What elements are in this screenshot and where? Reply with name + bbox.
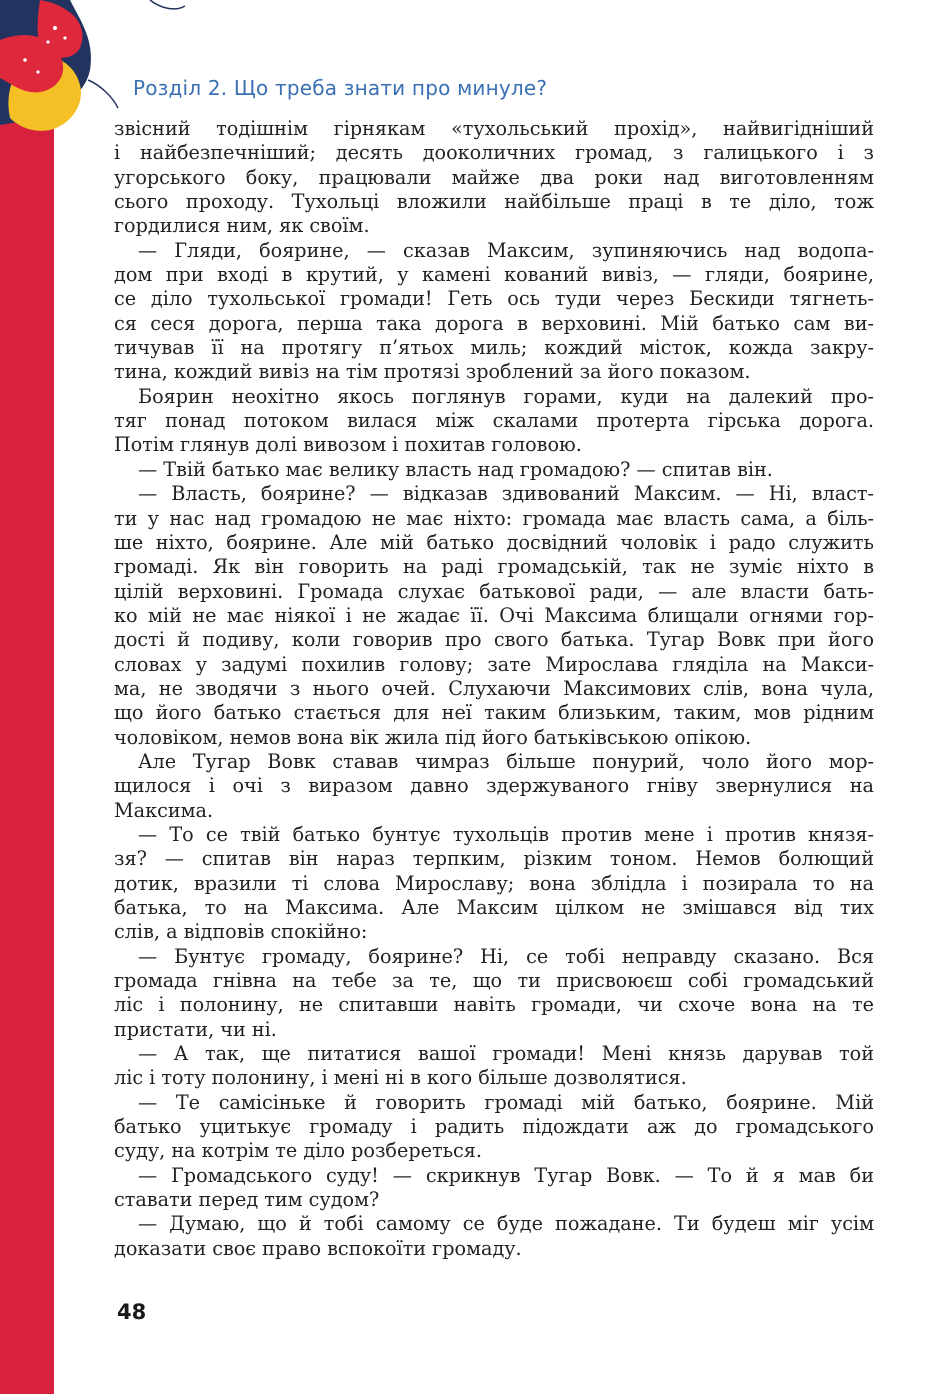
text-line: — Твій батько має велику власть над громадою? — спитав він. [138,457,773,481]
text-line: пристати, чи ні. [114,1017,277,1041]
text-line: доказати своє право вспокоїти громаду. [114,1236,522,1260]
text-line: словах у задумі похилив голову; зате Мирослава гляділа на Макси- [114,652,874,676]
text-line: ставати перед тим судом? [114,1188,380,1212]
text-line: дом при вході в крутий, у камені кований вивіз, — гляди, боярине, [114,263,874,287]
text-line: — Гляди, боярине, — сказав Максим, зупиняючись над водопа- [138,238,874,262]
text-line: Потім глянув долі вивозом і похитав головою. [114,433,582,457]
text-line: батько уцитькує громаду і радить підождати аж до громадського [114,1115,874,1139]
text-line: громада гнівна на тебе за те, що ти присвоюєш собі громадський [114,969,874,993]
page-number: 48 [117,1300,147,1324]
text-line: ше ніхто, боярине. Але мій батько досвідний чоловік і радо служить [114,530,874,554]
text-line: і найбезпечніший; десять дооколичних громад, з галицького і з [114,141,874,165]
text-line: Боярин неохітно якось поглянув горами, куди на далекий про- [138,384,874,408]
text-line: чоловіком, немов вона вік жила під його батьківською опікою. [114,725,752,749]
body-text [114,117,874,1261]
text-line: цілій верховині. Громада слухає батькової ради, — але власти бать- [114,579,874,603]
text-line: — Думаю, що й тобі самому се буде пожадане. Ти будеш міг усім [138,1212,874,1236]
chapter-header: Розділ 2. Що треба знати про минуле? [133,76,548,100]
text-line: ліс і полонину, не спитавши навіть громади, чи схоче вона на те [114,993,874,1017]
text-line: звісний тодішнім гірнякам «тухольський прохід», найвигідніший [114,117,874,140]
text-line: суду, на котрім те діло розбереться. [114,1139,482,1163]
text-line: тяг понад потоком вилася між скалами протерта гірська дорога. [114,409,874,433]
text-line: — Власть, боярине? — відказав здивований Максим. — Ні, власт- [138,482,874,506]
text-line: що його батько стається для неї таким близьким, таким, мов рідним [114,701,874,725]
text-line: дотик, вразили ті слова Мирославу; вона зблідла і позирала то на [114,871,874,895]
text-line: ма, не зводячи з нього очей. Слухаючи Максимових слів, вона чула, [114,676,874,700]
red-side-bar [0,0,54,1394]
text-line: щилося і очі з виразом давно здержуваного гніву звернулися на [114,774,874,798]
text-line: сього проходу. Тухольці вложили найбільше праці в те діло, тож [114,190,874,214]
text-line: ліс і тоту полонину, і мені ні в кого більше дозволятися. [114,1066,687,1090]
text-line: — А так, ще питатися вашої громади! Мені князь дарував той [138,1042,874,1066]
text-line: Але Тугар Вовк ставав чимраз більше понурий, чоло його мор- [138,749,874,773]
text-line: дості й подиву, коли говорив про свого батька. Тугар Вовк при його [114,628,874,652]
text-line: ко мій не має ніякої і не жадає її. Очі Максима блищали огнями гор- [114,603,874,627]
text-line: тина, кождий вивіз на тім протязі зроблений за його показом. [114,360,751,384]
text-line: громаді. Як він говорить на раді громадській, так не зуміє ніхто в [114,555,874,579]
text-line: гордилися ним, як своїм. [114,214,370,238]
text-line: угорського боку, працювали майже два роки над виготовленням [114,165,874,189]
text-line: — То се твій батько бунтує тухольців против мене і против князя- [138,822,874,846]
text-line: — Громадського суду! — скрикнув Тугар Вовк. — То й я мав би [138,1163,874,1187]
text-line: се діло тухольської громади! Геть ось туди через Бескиди тягнеть- [114,287,874,311]
text-line: Максима. [114,798,214,822]
text-line: — Бунтує громаду, боярине? Ні, се тобі неправду сказано. Вся [138,944,874,968]
text-line: тичував її на протягу п’ятьох миль; кождий місток, кожда закру- [114,336,874,360]
text-line: ти у нас над громадою не має ніхто: громада має власть сама, а біль- [114,506,874,530]
text-line: батька, то на Максима. Але Максим цілком не змішався від тих [114,896,874,919]
text-line: ся сеся дорога, перша така дорога в верховині. Мій батько сам ви- [114,311,874,335]
text-line: — Те самісіньке й говорить громаді мій батько, боярине. Мій [138,1090,874,1114]
text-line: слів, а відповів спокійно: [114,920,368,944]
text-line: зя? — спитав він нараз терпким, різким тоном. Немов болющий [114,847,874,871]
